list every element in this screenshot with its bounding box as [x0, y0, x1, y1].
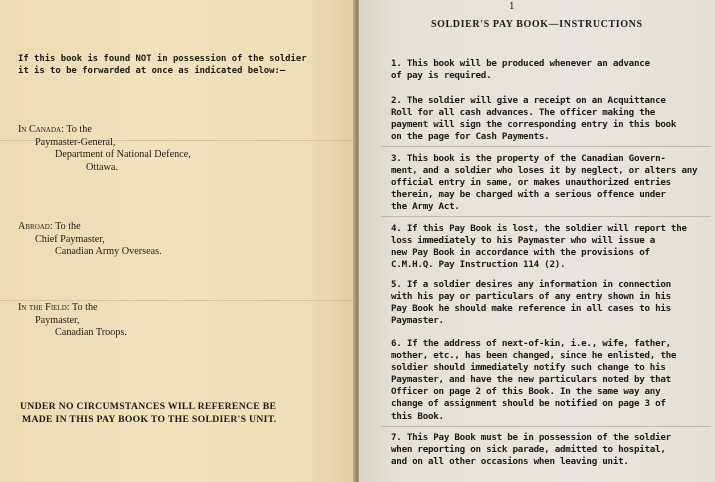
- instruction-line: ment, and a soldier who loses it by neglect, or alters any: [391, 165, 698, 177]
- instruction-line: this Book.: [391, 410, 444, 422]
- instruction-1: [391, 58, 703, 82]
- instruction-line: Pay Book he should make reference in all cases to his: [391, 303, 671, 315]
- address-line: Chief Paymaster,: [35, 233, 105, 245]
- address-heading: Abroad: [18, 221, 50, 232]
- instruction-line: 5. If a soldier desires any information in connection: [391, 279, 671, 290]
- right-page: [359, 0, 715, 482]
- instruction-line: change of assignment should be notified on page 3 of: [391, 398, 666, 410]
- address-heading: In Canada: [18, 124, 62, 135]
- instruction-line: the Army Act.: [391, 201, 460, 213]
- instruction-line: 4. If this Pay Book is lost, the soldier will report the: [391, 223, 687, 234]
- instruction-line: payment will sign the corresponding entry in this book: [391, 119, 677, 131]
- instruction-5: [391, 279, 703, 327]
- instruction-line: with his pay or particulars of any entry shown in his: [391, 291, 671, 303]
- address-in-the-field: [18, 302, 127, 340]
- page-crease: [0, 300, 355, 301]
- instruction-4: [391, 223, 703, 271]
- instruction-line: Paymaster.: [391, 315, 444, 327]
- unit-reference-warning: [20, 401, 276, 426]
- found-notice: [18, 53, 307, 77]
- instruction-line: 7. This Pay Book must be in possession of the soldier: [391, 432, 671, 443]
- found-notice-line: it is to be forwarded at once as indicated below:—: [18, 66, 286, 76]
- instruction-3: [391, 153, 703, 213]
- instruction-line: soldier should immediately notify such change to his: [391, 362, 666, 374]
- instruction-line: loss immediately to his Paymaster who will issue a: [391, 235, 656, 247]
- instruction-line: Paymaster, and have the new particulars noted by that: [391, 374, 671, 386]
- instruction-6: [391, 338, 703, 423]
- address-line: Canadian Troops.: [55, 327, 127, 339]
- page-crease: [381, 216, 711, 217]
- instruction-line: of pay is required.: [391, 70, 492, 82]
- instruction-line: 6. If the address of next-of-kin, i.e., wife, father,: [391, 338, 671, 349]
- instruction-line: and on all other occasions when leaving unit.: [391, 456, 629, 468]
- address-in-canada: [18, 124, 191, 174]
- instruction-line: C.M.H.Q. Pay Instruction 114 (2).: [391, 259, 566, 271]
- instruction-line: Officer on page 2 of this Book. In the same way any: [391, 386, 661, 398]
- instruction-line: 3. This book is the property of the Canadian Govern-: [391, 153, 666, 164]
- address-heading: In the Field: [18, 302, 67, 313]
- page-title: SOLDIER'S PAY BOOK—INSTRUCTIONS: [431, 19, 643, 30]
- address-line: Paymaster,: [35, 314, 80, 326]
- instruction-line: when reporting on sick parade, admitted to hospital,: [391, 444, 666, 456]
- address-line: Canadian Army Overseas.: [55, 246, 162, 258]
- found-notice-line: If this book is found NOT in possession of the soldier: [18, 54, 307, 64]
- instruction-line: official entry in same, or makes unauthorized entries: [391, 177, 671, 189]
- instruction-line: on the page for Cash Payments.: [391, 131, 550, 143]
- warning-line: UNDER NO CIRCUMSTANCES WILL REFERENCE BE: [20, 401, 277, 412]
- address-line: Ottawa.: [86, 161, 118, 173]
- instruction-line: new Pay Book in accordance with the provisions of: [391, 247, 650, 259]
- instruction-2: [391, 95, 703, 143]
- instruction-line: 1. This book will be produced whenever an advance: [391, 58, 650, 69]
- instruction-7: [391, 432, 703, 468]
- instruction-line: mother, etc., has been changed, since he enlisted, the: [391, 350, 677, 362]
- left-page: [0, 0, 355, 482]
- instruction-line: Roll for all cash advances. The officer making the: [391, 107, 656, 119]
- address-line: : To the: [66, 302, 98, 313]
- page-number: 1: [509, 2, 515, 12]
- address-line: Department of National Defence,: [55, 149, 191, 161]
- page-crease: [381, 426, 711, 427]
- page-crease: [381, 146, 711, 147]
- address-line: : To the: [61, 124, 92, 135]
- warning-line: MADE IN THIS PAY BOOK TO THE SOLDIER'S UNIT.: [22, 413, 277, 425]
- instruction-line: therein, may be charged with a serious offence under: [391, 189, 666, 201]
- address-line: : To the: [49, 221, 81, 232]
- instruction-line: 2. The soldier will give a receipt on an Acquittance: [391, 95, 666, 106]
- address-line: Paymaster-General,: [35, 136, 116, 148]
- address-abroad: [18, 221, 162, 259]
